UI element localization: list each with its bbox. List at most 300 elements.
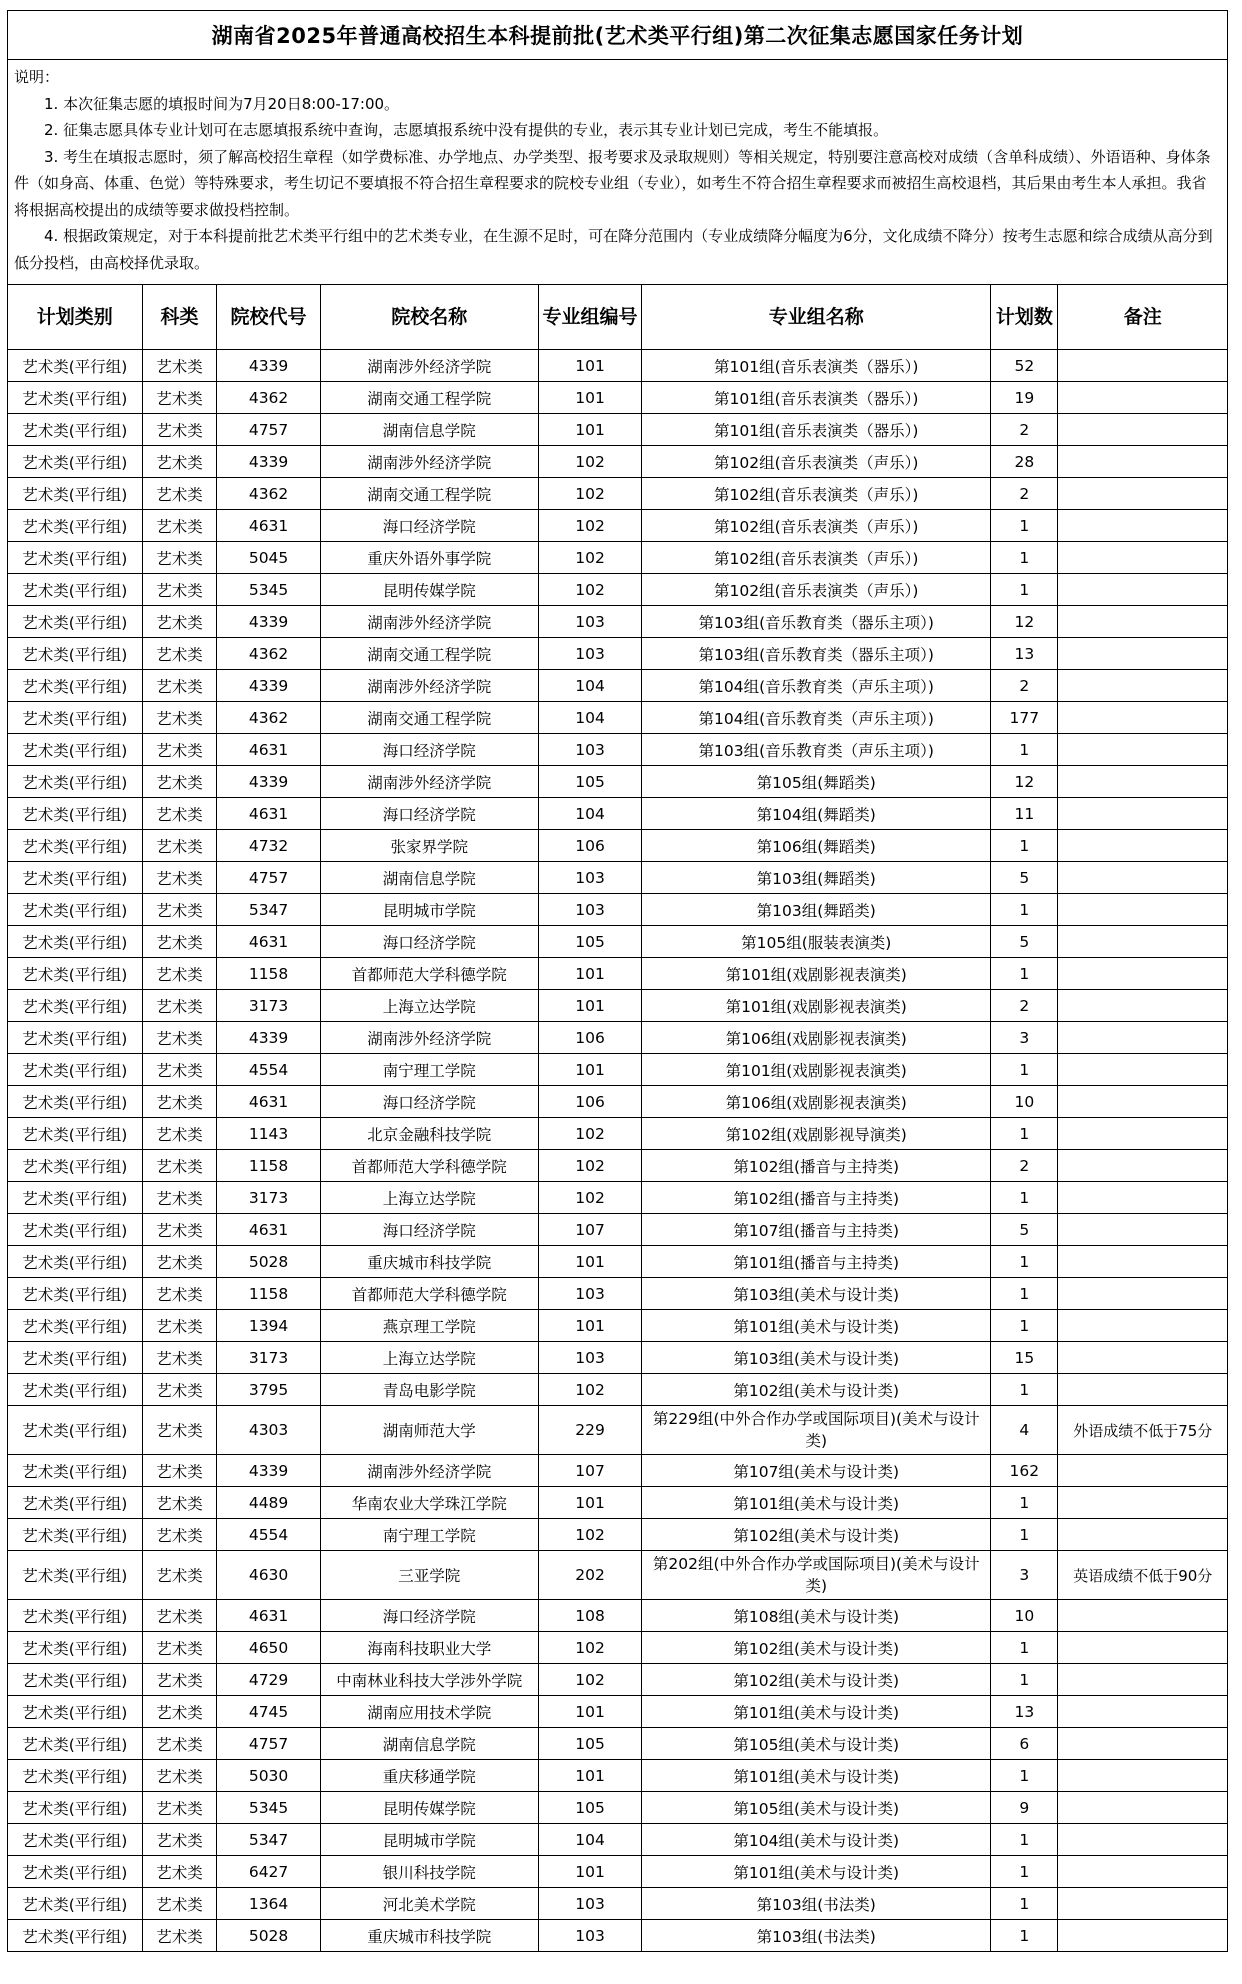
subject-cell: 艺术类	[142, 1792, 217, 1824]
plan-count-cell: 5	[991, 926, 1058, 958]
subject-cell: 艺术类	[142, 1728, 217, 1760]
remarks-cell	[1058, 734, 1228, 766]
group-name-cell: 第104组(舞蹈类)	[642, 798, 991, 830]
group-name-cell: 第103组(音乐教育类（声乐主项）)	[642, 734, 991, 766]
school-name-cell: 上海立达学院	[320, 1342, 538, 1374]
plan-count-cell: 13	[991, 638, 1058, 670]
plan-category-cell: 艺术类(平行组)	[8, 1054, 143, 1086]
school-code-cell: 4631	[217, 1600, 320, 1632]
group-name-cell: 第105组(美术与设计类)	[642, 1728, 991, 1760]
remarks-cell	[1058, 862, 1228, 894]
group-number-cell: 103	[538, 1278, 641, 1310]
remarks-cell	[1058, 1182, 1228, 1214]
table-row	[8, 1888, 1228, 1920]
subject-cell: 艺术类	[142, 1664, 217, 1696]
subject-cell: 艺术类	[142, 1310, 217, 1342]
school-name-cell: 北京金融科技学院	[320, 1118, 538, 1150]
table-row	[8, 702, 1228, 734]
plan-category-cell: 艺术类(平行组)	[8, 1022, 143, 1054]
school-name-cell: 重庆城市科技学院	[320, 1246, 538, 1278]
plan-category-cell: 艺术类(平行组)	[8, 1487, 143, 1519]
remarks-cell	[1058, 766, 1228, 798]
group-number-cell: 101	[538, 990, 641, 1022]
group-number-cell: 102	[538, 1118, 641, 1150]
remarks-cell	[1058, 1374, 1228, 1406]
plan-category-cell: 艺术类(平行组)	[8, 894, 143, 926]
school-name-cell: 湖南信息学院	[320, 862, 538, 894]
school-code-cell: 4489	[217, 1487, 320, 1519]
table-row	[8, 1600, 1228, 1632]
group-name-cell: 第101组(戏剧影视表演类)	[642, 958, 991, 990]
table-row	[8, 1856, 1228, 1888]
school-code-cell: 1143	[217, 1118, 320, 1150]
school-name-cell: 华南农业大学珠江学院	[320, 1487, 538, 1519]
plan-category-cell: 艺术类(平行组)	[8, 1310, 143, 1342]
group-name-cell: 第103组(美术与设计类)	[642, 1278, 991, 1310]
plan-count-cell: 5	[991, 862, 1058, 894]
group-name-cell: 第202组(中外合作办学或国际项目)(美术与设计类)	[642, 1551, 991, 1600]
plan-category-cell: 艺术类(平行组)	[8, 1246, 143, 1278]
plan-count-cell: 1	[991, 734, 1058, 766]
school-name-cell: 湖南涉外经济学院	[320, 1455, 538, 1487]
group-number-cell: 101	[538, 958, 641, 990]
group-name-cell: 第102组(音乐表演类（声乐）)	[642, 446, 991, 478]
plan-category-cell: 艺术类(平行组)	[8, 766, 143, 798]
remarks-cell	[1058, 1118, 1228, 1150]
plan-count-cell: 19	[991, 382, 1058, 414]
table-row	[8, 542, 1228, 574]
subject-cell: 艺术类	[142, 1022, 217, 1054]
remarks-cell	[1058, 1888, 1228, 1920]
table-row	[8, 830, 1228, 862]
subject-cell: 艺术类	[142, 862, 217, 894]
header-remarks: 备注	[1058, 285, 1228, 350]
group-number-cell: 102	[538, 1664, 641, 1696]
plan-count-cell: 3	[991, 1022, 1058, 1054]
plan-count-cell: 1	[991, 1310, 1058, 1342]
group-number-cell: 102	[538, 574, 641, 606]
remarks-cell	[1058, 1278, 1228, 1310]
table-row	[8, 350, 1228, 382]
group-name-cell: 第104组(音乐教育类（声乐主项）)	[642, 670, 991, 702]
school-name-cell: 湖南涉外经济学院	[320, 1022, 538, 1054]
group-name-cell: 第105组(舞蹈类)	[642, 766, 991, 798]
plan-count-cell: 1	[991, 1487, 1058, 1519]
subject-cell: 艺术类	[142, 1118, 217, 1150]
plan-category-cell: 艺术类(平行组)	[8, 862, 143, 894]
table-row	[8, 1551, 1228, 1600]
group-name-cell: 第105组(服装表演类)	[642, 926, 991, 958]
plan-count-cell: 1	[991, 574, 1058, 606]
plan-count-cell: 162	[991, 1455, 1058, 1487]
remarks-cell	[1058, 1214, 1228, 1246]
plan-category-cell: 艺术类(平行组)	[8, 1519, 143, 1551]
group-name-cell: 第103组(书法类)	[642, 1920, 991, 1952]
plan-count-cell: 177	[991, 702, 1058, 734]
table-row	[8, 1792, 1228, 1824]
remarks-cell	[1058, 510, 1228, 542]
plan-category-cell: 艺术类(平行组)	[8, 414, 143, 446]
table-row	[8, 734, 1228, 766]
group-number-cell: 102	[538, 1374, 641, 1406]
school-code-cell: 4631	[217, 734, 320, 766]
school-name-cell: 昆明城市学院	[320, 894, 538, 926]
subject-cell: 艺术类	[142, 350, 217, 382]
remarks-cell: 英语成绩不低于90分	[1058, 1551, 1228, 1600]
table-row	[8, 1214, 1228, 1246]
group-name-cell: 第102组(美术与设计类)	[642, 1664, 991, 1696]
school-name-cell: 湖南师范大学	[320, 1406, 538, 1455]
group-name-cell: 第229组(中外合作办学或国际项目)(美术与设计类)	[642, 1406, 991, 1455]
subject-cell: 艺术类	[142, 958, 217, 990]
school-name-cell: 昆明传媒学院	[320, 574, 538, 606]
group-number-cell: 104	[538, 670, 641, 702]
school-code-cell: 5030	[217, 1760, 320, 1792]
school-name-cell: 海口经济学院	[320, 510, 538, 542]
group-number-cell: 202	[538, 1551, 641, 1600]
plan-count-cell: 1	[991, 1856, 1058, 1888]
subject-cell: 艺术类	[142, 798, 217, 830]
school-name-cell: 湖南交通工程学院	[320, 638, 538, 670]
plan-count-cell: 52	[991, 350, 1058, 382]
school-name-cell: 南宁理工学院	[320, 1054, 538, 1086]
group-name-cell: 第107组(美术与设计类)	[642, 1455, 991, 1487]
note-item: 2. 征集志愿具体专业计划可在志愿填报系统中查询，志愿填报系统中没有提供的专业，表示其专业计划已完成，考生不能填报。	[44, 121, 889, 139]
subject-cell: 艺术类	[142, 990, 217, 1022]
table-row	[8, 574, 1228, 606]
group-name-cell: 第101组(戏剧影视表演类)	[642, 1054, 991, 1086]
school-name-cell: 河北美术学院	[320, 1888, 538, 1920]
group-name-cell: 第102组(音乐表演类（声乐）)	[642, 510, 991, 542]
remarks-cell	[1058, 1150, 1228, 1182]
remarks-cell	[1058, 1310, 1228, 1342]
school-name-cell: 海口经济学院	[320, 926, 538, 958]
plan-category-cell: 艺术类(平行组)	[8, 478, 143, 510]
header-plan-category: 计划类别	[8, 285, 143, 350]
plan-category-cell: 艺术类(平行组)	[8, 958, 143, 990]
plan-category-cell: 艺术类(平行组)	[8, 1182, 143, 1214]
school-code-cell: 4339	[217, 446, 320, 478]
group-name-cell: 第103组(舞蹈类)	[642, 894, 991, 926]
plan-category-cell: 艺术类(平行组)	[8, 1600, 143, 1632]
document-title: 湖南省2025年普通高校招生本科提前批(艺术类平行组)第二次征集志愿国家任务计划	[7, 10, 1228, 59]
school-code-cell: 4362	[217, 638, 320, 670]
subject-cell: 艺术类	[142, 574, 217, 606]
plan-category-cell: 艺术类(平行组)	[8, 574, 143, 606]
school-code-cell: 4757	[217, 414, 320, 446]
remarks-cell	[1058, 478, 1228, 510]
school-code-cell: 4339	[217, 1022, 320, 1054]
subject-cell: 艺术类	[142, 414, 217, 446]
school-code-cell: 4631	[217, 798, 320, 830]
school-name-cell: 首都师范大学科德学院	[320, 1150, 538, 1182]
group-number-cell: 101	[538, 1760, 641, 1792]
subject-cell: 艺术类	[142, 734, 217, 766]
group-number-cell: 102	[538, 1632, 641, 1664]
plan-count-cell: 1	[991, 894, 1058, 926]
table-row	[8, 382, 1228, 414]
plan-category-cell: 艺术类(平行组)	[8, 1150, 143, 1182]
plan-count-cell: 3	[991, 1551, 1058, 1600]
subject-cell: 艺术类	[142, 1856, 217, 1888]
header-plan-count: 计划数	[991, 285, 1058, 350]
plan-category-cell: 艺术类(平行组)	[8, 1406, 143, 1455]
group-name-cell: 第102组(播音与主持类)	[642, 1150, 991, 1182]
plan-category-cell: 艺术类(平行组)	[8, 1664, 143, 1696]
table-header-row	[8, 285, 1228, 350]
plan-count-cell: 13	[991, 1696, 1058, 1728]
plan-count-cell: 2	[991, 1150, 1058, 1182]
school-name-cell: 湖南应用技术学院	[320, 1696, 538, 1728]
plan-count-cell: 2	[991, 990, 1058, 1022]
group-number-cell: 102	[538, 1182, 641, 1214]
group-name-cell: 第102组(美术与设计类)	[642, 1374, 991, 1406]
school-code-cell: 1394	[217, 1310, 320, 1342]
table-row	[8, 798, 1228, 830]
school-name-cell: 燕京理工学院	[320, 1310, 538, 1342]
subject-cell: 艺术类	[142, 606, 217, 638]
table-row	[8, 1118, 1228, 1150]
plan-count-cell: 1	[991, 1374, 1058, 1406]
school-code-cell: 5345	[217, 574, 320, 606]
plan-count-cell: 1	[991, 1118, 1058, 1150]
note-item: 3. 考生在填报志愿时，须了解高校招生章程（如学费标准、办学地点、办学类型、报考要求及录取规则）等相关规定，特别要注意高校对成绩（含单科成绩）、外语语种、身体条件（如身高、体重、色觉）等特殊要求，考生切记不要填报不符合招生章程要求的院校专业组（专业），如考生不符合招生章程要求而被招生高校退档，其后果由考生本人承担。我省将根据高校提出的成绩等要求做投档控制。	[14, 147, 1211, 219]
subject-cell: 艺术类	[142, 1888, 217, 1920]
subject-cell: 艺术类	[142, 1278, 217, 1310]
plan-table	[7, 284, 1228, 1952]
subject-cell: 艺术类	[142, 1214, 217, 1246]
plan-category-cell: 艺术类(平行组)	[8, 1374, 143, 1406]
group-name-cell: 第101组(美术与设计类)	[642, 1696, 991, 1728]
plan-category-cell: 艺术类(平行组)	[8, 1856, 143, 1888]
remarks-cell	[1058, 574, 1228, 606]
plan-category-cell: 艺术类(平行组)	[8, 1086, 143, 1118]
remarks-cell	[1058, 702, 1228, 734]
plan-count-cell: 1	[991, 1760, 1058, 1792]
school-code-cell: 1158	[217, 1278, 320, 1310]
plan-category-cell: 艺术类(平行组)	[8, 926, 143, 958]
table-row	[8, 1728, 1228, 1760]
school-name-cell: 海口经济学院	[320, 734, 538, 766]
plan-category-cell: 艺术类(平行组)	[8, 734, 143, 766]
group-number-cell: 104	[538, 702, 641, 734]
group-name-cell: 第104组(美术与设计类)	[642, 1824, 991, 1856]
school-name-cell: 中南林业科技大学涉外学院	[320, 1664, 538, 1696]
school-name-cell: 海口经济学院	[320, 798, 538, 830]
school-code-cell: 3173	[217, 1342, 320, 1374]
group-number-cell: 229	[538, 1406, 641, 1455]
school-code-cell: 1158	[217, 958, 320, 990]
group-number-cell: 102	[538, 510, 641, 542]
school-code-cell: 4339	[217, 606, 320, 638]
group-name-cell: 第101组(音乐表演类（器乐）)	[642, 350, 991, 382]
plan-count-cell: 10	[991, 1086, 1058, 1118]
remarks-cell	[1058, 1519, 1228, 1551]
school-code-cell: 4303	[217, 1406, 320, 1455]
group-name-cell: 第102组(音乐表演类（声乐）)	[642, 542, 991, 574]
subject-cell: 艺术类	[142, 446, 217, 478]
school-code-cell: 4339	[217, 350, 320, 382]
remarks-cell	[1058, 1728, 1228, 1760]
remarks-cell	[1058, 1022, 1228, 1054]
school-code-cell: 4554	[217, 1054, 320, 1086]
plan-count-cell: 1	[991, 1278, 1058, 1310]
group-name-cell: 第101组(音乐表演类（器乐）)	[642, 382, 991, 414]
remarks-cell	[1058, 1342, 1228, 1374]
remarks-cell	[1058, 1246, 1228, 1278]
school-code-cell: 4757	[217, 862, 320, 894]
school-name-cell: 上海立达学院	[320, 1182, 538, 1214]
school-name-cell: 重庆外语外事学院	[320, 542, 538, 574]
table-row	[8, 1182, 1228, 1214]
plan-category-cell: 艺术类(平行组)	[8, 798, 143, 830]
plan-count-cell: 12	[991, 766, 1058, 798]
subject-cell: 艺术类	[142, 1455, 217, 1487]
group-name-cell: 第106组(戏剧影视表演类)	[642, 1022, 991, 1054]
group-name-cell: 第103组(音乐教育类（器乐主项）)	[642, 638, 991, 670]
table-row	[8, 1086, 1228, 1118]
plan-category-cell: 艺术类(平行组)	[8, 350, 143, 382]
plan-count-cell: 2	[991, 414, 1058, 446]
plan-count-cell: 1	[991, 1054, 1058, 1086]
school-name-cell: 三亚学院	[320, 1551, 538, 1600]
group-number-cell: 108	[538, 1600, 641, 1632]
group-number-cell: 101	[538, 382, 641, 414]
subject-cell: 艺术类	[142, 894, 217, 926]
subject-cell: 艺术类	[142, 830, 217, 862]
plan-category-cell: 艺术类(平行组)	[8, 1455, 143, 1487]
subject-cell: 艺术类	[142, 478, 217, 510]
group-number-cell: 101	[538, 414, 641, 446]
remarks-cell	[1058, 894, 1228, 926]
school-name-cell: 南宁理工学院	[320, 1519, 538, 1551]
group-number-cell: 105	[538, 766, 641, 798]
remarks-cell	[1058, 1600, 1228, 1632]
remarks-cell	[1058, 1086, 1228, 1118]
school-name-cell: 重庆移通学院	[320, 1760, 538, 1792]
group-number-cell: 103	[538, 1888, 641, 1920]
plan-category-cell: 艺术类(平行组)	[8, 990, 143, 1022]
plan-count-cell: 4	[991, 1406, 1058, 1455]
table-row	[8, 478, 1228, 510]
table-row	[8, 414, 1228, 446]
group-number-cell: 102	[538, 542, 641, 574]
group-number-cell: 104	[538, 798, 641, 830]
subject-cell: 艺术类	[142, 926, 217, 958]
group-name-cell: 第101组(美术与设计类)	[642, 1760, 991, 1792]
plan-category-cell: 艺术类(平行组)	[8, 446, 143, 478]
school-name-cell: 湖南交通工程学院	[320, 478, 538, 510]
group-name-cell: 第101组(美术与设计类)	[642, 1310, 991, 1342]
remarks-cell	[1058, 926, 1228, 958]
plan-count-cell: 1	[991, 1519, 1058, 1551]
subject-cell: 艺术类	[142, 638, 217, 670]
subject-cell: 艺术类	[142, 1920, 217, 1952]
school-code-cell: 5347	[217, 1824, 320, 1856]
table-row	[8, 1696, 1228, 1728]
group-number-cell: 107	[538, 1455, 641, 1487]
group-name-cell: 第101组(播音与主持类)	[642, 1246, 991, 1278]
school-name-cell: 湖南交通工程学院	[320, 702, 538, 734]
remarks-cell	[1058, 1920, 1228, 1952]
remarks-cell	[1058, 542, 1228, 574]
group-name-cell: 第103组(舞蹈类)	[642, 862, 991, 894]
header-school-name: 院校名称	[320, 285, 538, 350]
plan-category-cell: 艺术类(平行组)	[8, 1696, 143, 1728]
plan-category-cell: 艺术类(平行组)	[8, 1728, 143, 1760]
group-number-cell: 103	[538, 1920, 641, 1952]
school-code-cell: 4745	[217, 1696, 320, 1728]
header-school-code: 院校代号	[217, 285, 320, 350]
school-name-cell: 湖南信息学院	[320, 1728, 538, 1760]
plan-count-cell: 28	[991, 446, 1058, 478]
plan-count-cell: 15	[991, 1342, 1058, 1374]
remarks-cell	[1058, 1792, 1228, 1824]
plan-count-cell: 11	[991, 798, 1058, 830]
group-number-cell: 104	[538, 1824, 641, 1856]
plan-category-cell: 艺术类(平行组)	[8, 1920, 143, 1952]
subject-cell: 艺术类	[142, 382, 217, 414]
table-row	[8, 1022, 1228, 1054]
subject-cell: 艺术类	[142, 1054, 217, 1086]
plan-category-cell: 艺术类(平行组)	[8, 606, 143, 638]
subject-cell: 艺术类	[142, 1406, 217, 1455]
subject-cell: 艺术类	[142, 702, 217, 734]
plan-category-cell: 艺术类(平行组)	[8, 1278, 143, 1310]
group-number-cell: 101	[538, 1054, 641, 1086]
school-name-cell: 海南科技职业大学	[320, 1632, 538, 1664]
school-name-cell: 湖南涉外经济学院	[320, 350, 538, 382]
plan-category-cell: 艺术类(平行组)	[8, 702, 143, 734]
remarks-cell	[1058, 1824, 1228, 1856]
subject-cell: 艺术类	[142, 1374, 217, 1406]
subject-cell: 艺术类	[142, 766, 217, 798]
school-name-cell: 昆明传媒学院	[320, 1792, 538, 1824]
group-name-cell: 第106组(戏剧影视表演类)	[642, 1086, 991, 1118]
remarks-cell	[1058, 830, 1228, 862]
remarks-cell	[1058, 446, 1228, 478]
group-name-cell: 第102组(美术与设计类)	[642, 1519, 991, 1551]
school-code-cell: 4362	[217, 478, 320, 510]
school-name-cell: 首都师范大学科德学院	[320, 1278, 538, 1310]
remarks-cell	[1058, 382, 1228, 414]
group-number-cell: 105	[538, 1792, 641, 1824]
plan-count-cell: 1	[991, 1664, 1058, 1696]
plan-count-cell: 10	[991, 1600, 1058, 1632]
school-code-cell: 4339	[217, 766, 320, 798]
subject-cell: 艺术类	[142, 1182, 217, 1214]
group-number-cell: 106	[538, 830, 641, 862]
subject-cell: 艺术类	[142, 1551, 217, 1600]
plan-count-cell: 1	[991, 830, 1058, 862]
plan-count-cell: 1	[991, 958, 1058, 990]
school-name-cell: 湖南涉外经济学院	[320, 766, 538, 798]
plan-count-cell: 1	[991, 1888, 1058, 1920]
subject-cell: 艺术类	[142, 1150, 217, 1182]
remarks-cell	[1058, 1455, 1228, 1487]
school-name-cell: 湖南涉外经济学院	[320, 606, 538, 638]
subject-cell: 艺术类	[142, 542, 217, 574]
group-number-cell: 101	[538, 1246, 641, 1278]
notes-heading: 说明：	[14, 68, 60, 86]
remarks-cell	[1058, 1632, 1228, 1664]
remarks-cell: 外语成绩不低于75分	[1058, 1406, 1228, 1455]
school-code-cell: 4729	[217, 1664, 320, 1696]
remarks-cell	[1058, 638, 1228, 670]
school-code-cell: 4631	[217, 926, 320, 958]
group-number-cell: 106	[538, 1022, 641, 1054]
subject-cell: 艺术类	[142, 1632, 217, 1664]
